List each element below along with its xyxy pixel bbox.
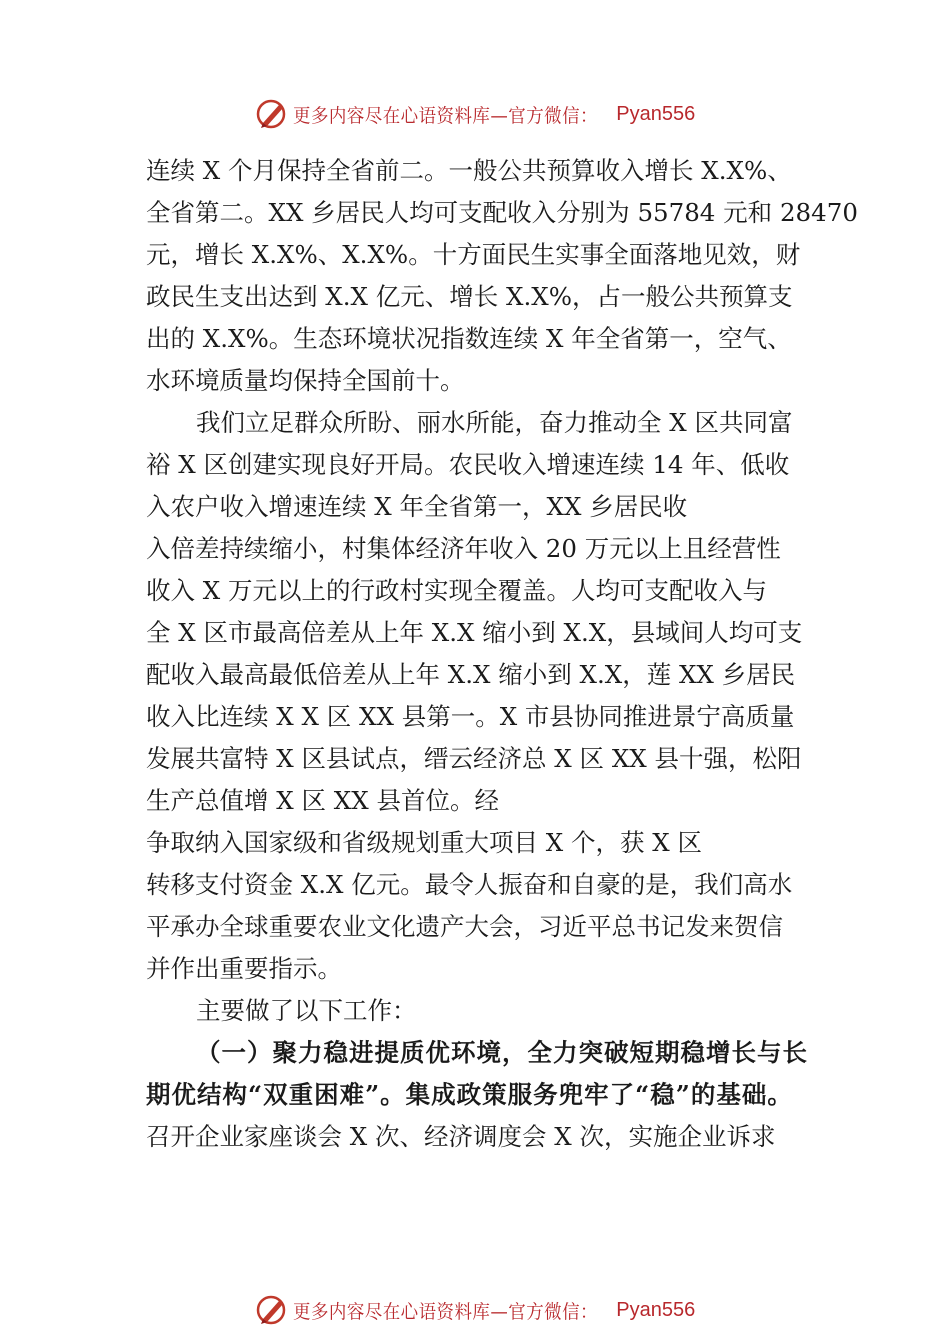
text-line: 发展共富特 X 区县试点，缙云经济总 X 区 XX 县十强，松阳 <box>146 744 802 773</box>
text-line: 全 X 区市最高倍差从上年 X.X 缩小到 X.X，县域间人均可支 <box>146 618 803 647</box>
pen-logo-icon <box>255 1293 289 1327</box>
section-heading-line: 期优结构“双重困难”。集成政策服务兜牢了“稳”的基础。 <box>146 1080 793 1109</box>
text-line: 生产总值增 X 区 XX 县首位。经 <box>146 786 499 815</box>
footer-wechat-id: Pyan556 <box>616 1298 696 1321</box>
header-brand-text: 更多内容尽在心语资料库—官方微信： <box>292 104 598 127</box>
text-line: 争取纳入国家级和省级规划重大项目 X 个，获 X 区 <box>146 828 703 857</box>
text-line: 水环境质量均保持全国前十。 <box>146 366 465 395</box>
text-line: 出的 X.X%。生态环境状况指数连续 X 年全省第一，空气、 <box>146 324 792 353</box>
footer-brand-text: 更多内容尽在心语资料库—官方微信： <box>292 1300 598 1323</box>
text-line: 政民生支出达到 X.X 亿元、增长 X.X%，占一般公共预算支 <box>146 282 793 311</box>
text-line: 裕 X 区创建实现良好开局。农民收入增速连续 14 年、低收 <box>146 450 790 479</box>
pen-logo-icon <box>255 97 289 131</box>
text-line: 全省第二。XX 乡居民人均可支配收入分别为 55784 元和 28470 <box>146 198 858 227</box>
document-body <box>146 150 858 1158</box>
text-line: 入农户收入增速连续 X 年全省第一，XX 乡居民收 <box>146 492 688 521</box>
text-line: 平承办全球重要农业文化遗产大会，习近平总书记发来贺信 <box>146 912 783 941</box>
paragraph-start-line: 主要做了以下工作： <box>196 996 417 1025</box>
text-line: 配收入最高最低倍差从上年 X.X 缩小到 X.X，莲 XX 乡居民 <box>146 660 796 689</box>
header-banner <box>0 94 950 134</box>
section-heading-line: （一）聚力稳进提质优环境，全力突破短期稳增长与长 <box>196 1038 808 1067</box>
header-wechat-id: Pyan556 <box>616 102 696 125</box>
footer-banner <box>0 1290 950 1330</box>
text-line: 元，增长 X.X%、X.X%。十方面民生实事全面落地见效，财 <box>146 240 801 269</box>
text-line: 收入 X 万元以上的行政村实现全覆盖。人均可支配收入与 <box>146 576 768 605</box>
text-line: 并作出重要指示。 <box>146 954 342 983</box>
text-line: 转移支付资金 X.X 亿元。最令人振奋和自豪的是，我们高水 <box>146 870 793 899</box>
paragraph-start-line: 我们立足群众所盼、丽水所能，奋力推动全 X 区共同富 <box>196 408 793 437</box>
text-line: 连续 X 个月保持全省前二。一般公共预算收入增长 X.X%、 <box>146 156 792 185</box>
text-line: 收入比连续 X X 区 XX 县第一。X 市县协同推进景宁高质量 <box>146 702 795 731</box>
text-line: 入倍差持续缩小，村集体经济年收入 20 万元以上且经营性 <box>146 534 781 563</box>
text-line: 召开企业家座谈会 X 次、经济调度会 X 次，实施企业诉求 <box>146 1122 776 1151</box>
